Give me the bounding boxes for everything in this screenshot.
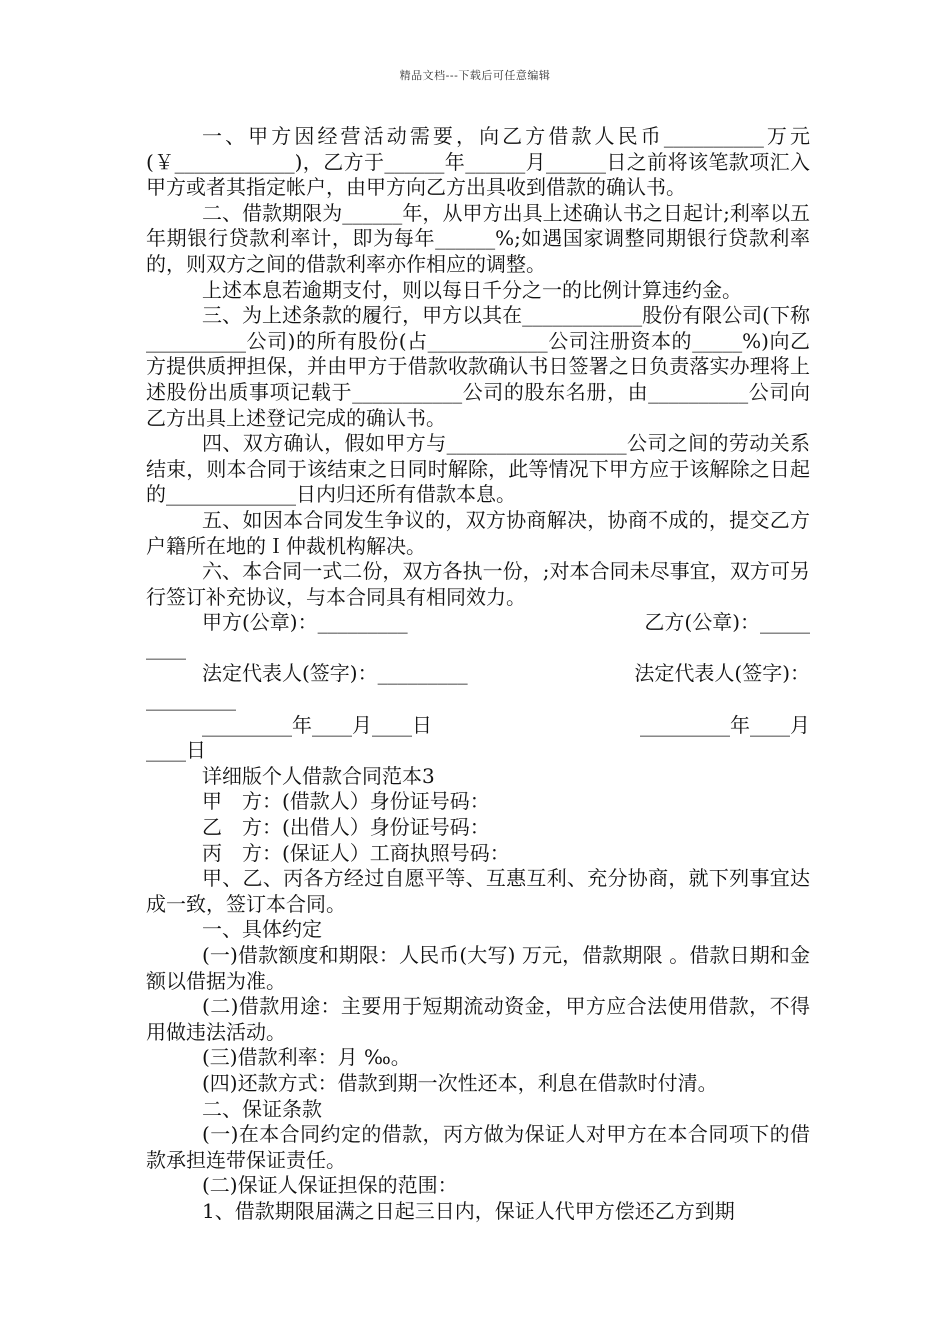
document-body (146, 124, 810, 1225)
clause-1: 一、甲方因经营活动需要，向乙方借款人民币__________万元(￥____________)，乙方于______年______月______日之前将该笔款项汇入甲方或者其指定帐户，由甲方向乙方出具收到借款的确认书。 (146, 124, 810, 200)
party-a-seal: 甲方(公章)：_________ (202, 610, 408, 635)
contract-title: 详细版个人借款合同范本3 (202, 763, 435, 788)
section-2-item-1: (一)在本合同约定的借款，丙方做为保证人对甲方在本合同项下的借款承担连带保证责任。 (146, 1122, 810, 1172)
representative-row (146, 661, 810, 687)
party-b-representative-continued: _________ (146, 687, 236, 712)
preamble: 甲、乙、丙各方经过自愿平等、互惠互利、充分协商，就下列事宜达成一致，签订本合同。 (146, 866, 810, 916)
section-1-heading: 一、具体约定 (202, 917, 322, 942)
clause-4: 四、双方确认，假如甲方与__________________公司之间的劳动关系结束，则本合同于该结束之日同时解除，此等情况下甲方应于该解除之日起的_____________日内归还所有借款本息。 (146, 431, 810, 507)
party-a-info: 甲 方：(借款人）身份证号码： (202, 789, 490, 814)
clause-2: 二、借款期限为______年，从甲方出具上述确认书之日起计;利率以五年期银行贷款利率计，即为每年______%;如遇国家调整同期银行贷款利率的，则双方之间的借款利率亦作相应的调整。 (146, 200, 810, 276)
party-b-seal: 乙方(公章)：_____ (644, 610, 810, 635)
section-1-item-1: (一)借款额度和期限：人民币(大写) 万元，借款期限 。借款日期和金额以借据为准。 (146, 943, 810, 993)
clause-6: 六、本合同一式二份，双方各执一份，;对本合同未尽事宜，双方可另行签订补充协议，与本合同具有相同效力。 (146, 559, 810, 609)
clause-2-penalty: 上述本息若逾期支付，则以每日千分之一的比例计算违约金。 (202, 277, 742, 302)
section-1-item-2: (二)借款用途：主要用于短期流动资金，甲方应合法使用借款，不得用做违法活动。 (146, 994, 810, 1044)
clause-5: 五、如因本合同发生争议的，双方协商解决，协商不成的，提交乙方户籍所在地的Ｉ仲裁机构解决。 (146, 507, 810, 558)
section-2-heading: 二、保证条款 (202, 1096, 322, 1121)
clause-3: 三、为上述条款的履行，甲方以其在____________股份有限公司(下称__________公司)的所有股份(占____________公司注册资本的_____%)向乙方提供质押担保，并由甲方于借款收款确认书日签署之日负责落实办理将上述股份出质事项记载于___________公司的股东名册，由__________公司向乙方出具上述登记完成的确认书。 (146, 303, 810, 430)
party-a-date: _________年____月____日 (202, 712, 432, 737)
party-b-seal-continued: ____ (146, 635, 186, 660)
party-b-date-continued: ____日 (146, 738, 206, 763)
section-2-item-2-1: 1、借款期限届满之日起三日内，保证人代甲方偿还乙方到期 (202, 1198, 735, 1223)
seal-row (146, 610, 810, 636)
party-b-info: 乙 方：(出借人）身份证号码： (202, 815, 490, 840)
page-header: 精品文档---下载后可任意编辑 (399, 69, 551, 82)
section-1-item-4: (四)还款方式：借款到期一次性还本，利息在借款时付清。 (202, 1070, 718, 1095)
section-1-item-3: (三)借款利率：月 ‰。 (202, 1045, 411, 1070)
party-b-date: _________年____月 (640, 712, 810, 737)
party-b-representative: 法定代表人(签字)： (634, 661, 810, 686)
date-row (146, 713, 810, 739)
party-c-info: 丙 方：(保证人）工商执照号码： (202, 840, 510, 865)
section-2-item-2: (二)保证人保证担保的范围： (202, 1173, 458, 1198)
party-a-representative: 法定代表人(签字)：_________ (202, 661, 468, 686)
